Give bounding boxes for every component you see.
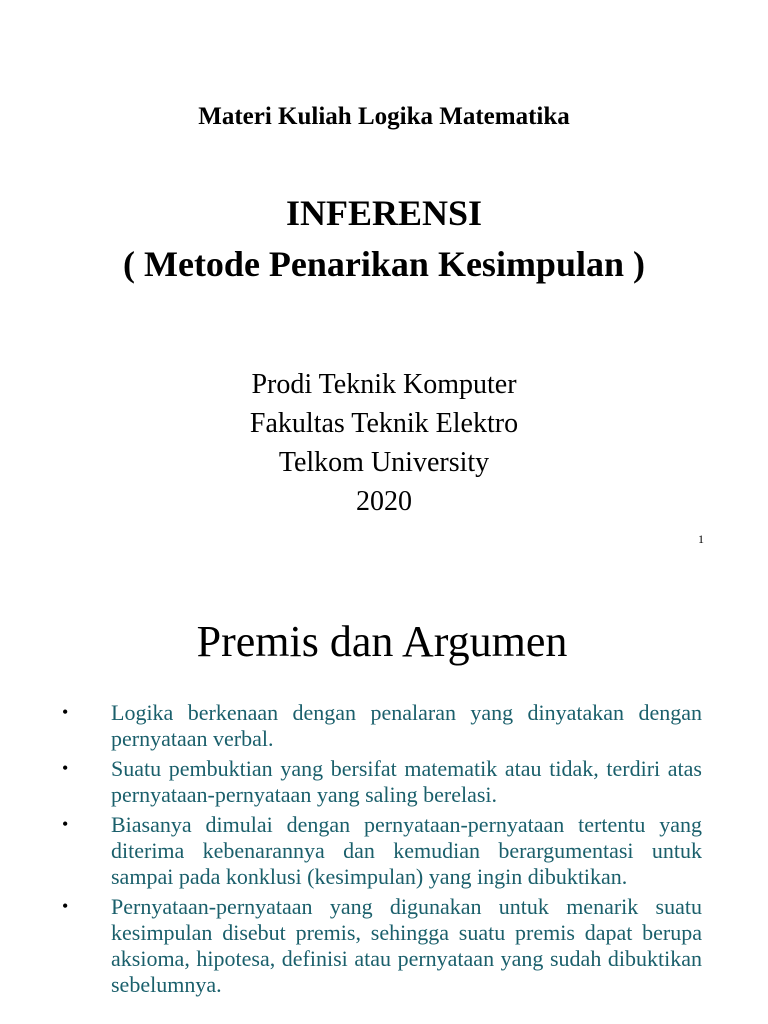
main-subtitle: ( Metode Penarikan Kesimpulan )	[123, 244, 645, 284]
page-number: 1	[698, 532, 704, 546]
affiliation-program: Prodi Teknik Komputer	[251, 369, 517, 400]
bullet-item	[62, 894, 702, 998]
bullet-text: Biasanya dimulai dengan pernyataan-pernyataan tertentu yang diterima kebenarannya dan kemudian berargumentasi untuk sampai pada konklusi (kesimpulan) yang ingin dibuktikan.	[111, 812, 702, 889]
bullet-icon: •	[62, 702, 69, 722]
bullet-item	[62, 812, 702, 890]
affiliation-university: Telkom University	[278, 447, 490, 478]
bullet-text: Logika berkenaan dengan penalaran yang dinyatakan dengan pernyataan verbal.	[111, 700, 702, 751]
bullet-icon: •	[62, 758, 69, 778]
bullet-text: Suatu pembuktian yang bersifat matematik atau tidak, terdiri atas pernyataan-pernyataan yang saling berelasi.	[111, 756, 702, 807]
slide-heading: Premis dan Argumen	[196, 617, 568, 666]
bullet-icon: •	[62, 896, 69, 916]
bullet-icon: •	[62, 814, 69, 834]
affiliation-faculty: Fakultas Teknik Elektro	[249, 408, 519, 439]
main-title: INFERENSI	[285, 193, 483, 233]
affiliation-year: 2020	[356, 486, 412, 517]
bullet-item	[62, 700, 702, 752]
bullet-item	[62, 756, 702, 808]
bullet-list	[62, 700, 702, 1002]
bullet-text: Pernyataan-pernyataan yang digunakan untuk menarik suatu kesimpulan disebut premis, sehingga suatu premis dapat berupa aksioma, hipotesa, definisi atau pernyataan yang sudah dibuktikan sebelumnya.	[111, 894, 702, 997]
course-title: Materi Kuliah Logika Matematika	[198, 103, 570, 130]
premis-slide	[0, 560, 768, 1024]
affiliation-block	[0, 365, 768, 521]
